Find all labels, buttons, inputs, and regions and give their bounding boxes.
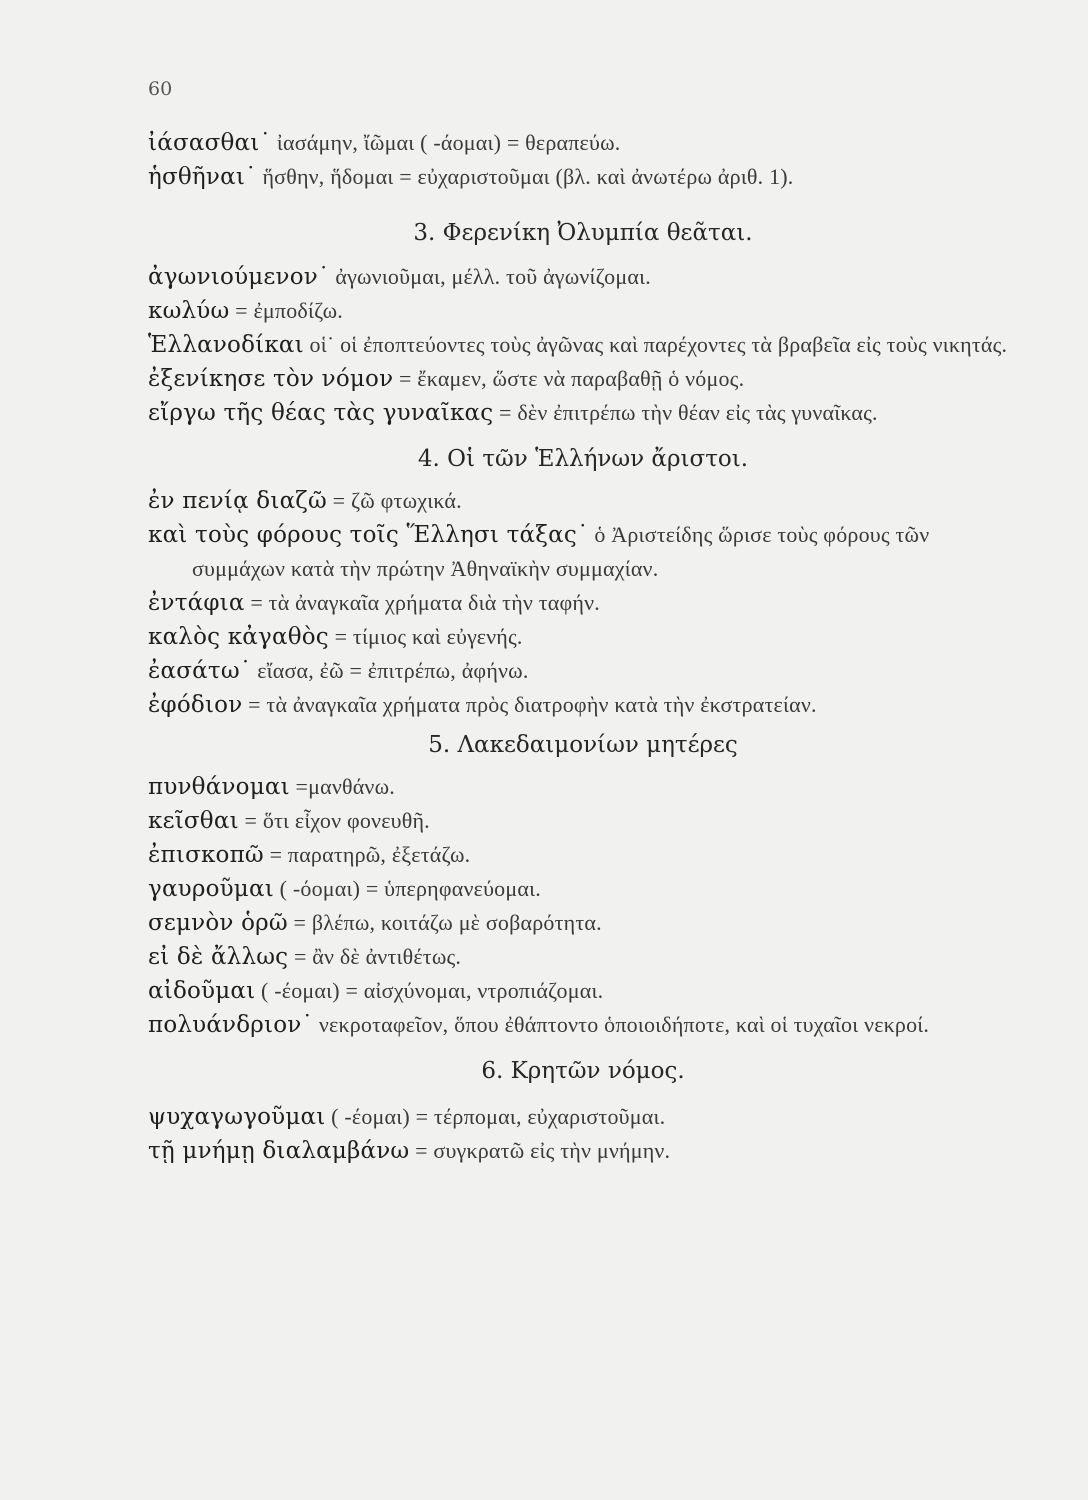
entry (148, 804, 1018, 838)
term: ἀγωνιούμενον˙ (148, 264, 330, 290)
definition: ἰασάμην, ἴῶμαι ( -άομαι) = θεραπεύω. (271, 130, 621, 155)
term: εἰ δὲ ἄλλως (148, 944, 289, 970)
definition: = συγκρατῶ εἰς τὴν μνήμην. (409, 1138, 671, 1163)
section-heading-4: 4. Οἱ τῶν Ἑλλήνων ἄριστοι. (417, 446, 749, 472)
definition: = τὰ ἀναγκαῖα χρήματα πρὸς διατροφὴν κατὰ τὴν ἐκστρατείαν. (242, 692, 817, 717)
section-heading-6: 6. Κρητῶν νόμος. (481, 1058, 685, 1084)
section-heading-5: 5. Λακεδαιμονίων μητέρες (428, 732, 738, 758)
entry (148, 872, 1018, 906)
term: Ἑλλανοδίκαι (148, 332, 304, 358)
entry (148, 940, 1018, 974)
entry (148, 838, 1018, 872)
entry (148, 688, 1018, 722)
term: πολυάνδριον˙ (148, 1012, 314, 1038)
definition: = ζῶ φτωχικά. (326, 488, 462, 513)
entry-isthenai (148, 160, 1018, 194)
definition: οἱ˙ οἱ ἐποπτεύοντες τοὺς ἀγῶνας καὶ παρέχοντες τὰ βραβεῖα εἰς τοὺς νικητάς. (303, 332, 1008, 357)
definition: εἴασα, ἐῶ = ἐπιτρέπω, ἀφήνω. (251, 658, 529, 683)
term: κεῖσθαι (148, 808, 239, 834)
entry (148, 620, 1018, 654)
entry (148, 518, 1018, 586)
term: πυνθάνομαι (148, 774, 290, 800)
term: αἰδοῦμαι (148, 978, 256, 1004)
term: γαυροῦμαι (148, 876, 274, 902)
entry (148, 396, 1018, 430)
entry (148, 654, 1018, 688)
definition: ἥσθην, ἥδομαι = εὐχαριστοῦμαι (βλ. καὶ ἀνωτέρω ἀριθ. 1). (256, 164, 794, 189)
definition: ὁ Ἀριστείδης ὥρισε τοὺς φόρους τῶν συμμάχων κατὰ τὴν πρώτην Ἀθηναϊκὴν συμμαχίαν. (192, 522, 930, 581)
entry (148, 294, 1018, 328)
term: ἡσθῆναι˙ (148, 164, 257, 190)
definition: νεκροταφεῖον, ὅπου ἐθάπτοντο ὁποιοιδήποτε, καὶ οἱ τυχαῖοι νεκροί. (313, 1012, 930, 1037)
entry (148, 586, 1018, 620)
term: καλὸς κἀγαθὸς (148, 624, 329, 650)
definition: = παρατηρῶ, ἐξετάζω. (263, 842, 471, 867)
entry-iasasthai (148, 126, 1018, 160)
entry (148, 974, 1018, 1008)
definition: = βλέπω, κοιτάζω μὲ σοβαρότητα. (287, 910, 602, 935)
entry (148, 328, 1018, 362)
entry (148, 906, 1018, 940)
entry (148, 1134, 1018, 1168)
definition: =μανθάνω. (289, 774, 395, 799)
term: σεμνὸν ὁρῶ (148, 910, 288, 936)
definition: ἀγωνιοῦμαι, μέλλ. τοῦ ἀγωνίζομαι. (329, 264, 651, 289)
entry (148, 362, 1018, 396)
definition: = ὅτι εἶχον φονευθῆ. (238, 808, 430, 833)
definition: = ἔκαμεν, ὥστε νὰ παραβαθῇ ὁ νόμος. (393, 366, 745, 391)
term: ψυχαγωγοῦμαι (148, 1104, 326, 1130)
term: ἐξενίκησε τὸν νόμον (148, 366, 394, 392)
definition: ( -έομαι) = τέρπομαι, εὐχαριστοῦμαι. (325, 1104, 666, 1129)
definition: = δὲν ἐπιτρέπω τὴν θέαν εἰς τὰς γυναῖκας. (493, 400, 878, 425)
term: ἰάσασθαι˙ (148, 130, 272, 156)
definition: ( -όομαι) = ὑπερηφανεύομαι. (273, 876, 541, 901)
term: ἐασάτω˙ (148, 658, 252, 684)
term: ἐντάφια (148, 590, 245, 616)
term: ἐν πενίᾳ διαζῶ (148, 488, 327, 514)
definition: = ἂν δὲ ἀντιθέτως. (288, 944, 462, 969)
glossary-content (148, 126, 1018, 1168)
term: κωλύω (148, 298, 230, 324)
term: τῇ μνήμῃ διαλαμβάνω (148, 1138, 410, 1164)
definition: ( -έομαι) = αἰσχύνομαι, ντροπιάζομαι. (255, 978, 604, 1003)
section-heading-3: 3. Φερενίκη Ὀλυμπία θεᾶται. (413, 220, 753, 246)
term: καὶ τοὺς φόρους τοῖς Ἕλλησι τάξας˙ (148, 522, 589, 548)
definition: = τίμιος καὶ εὐγενής. (328, 624, 523, 649)
entry (148, 260, 1018, 294)
term: εἴργω τῆς θέας τὰς γυναῖκας (148, 400, 494, 426)
page-number: 60 (148, 78, 173, 100)
entry (148, 484, 1018, 518)
definition: = ἐμποδίζω. (229, 298, 343, 323)
entry (148, 1008, 1018, 1042)
entry (148, 770, 1018, 804)
term: ἐπισκοπῶ (148, 842, 264, 868)
term: ἐφόδιον (148, 692, 243, 718)
entry (148, 1100, 1018, 1134)
definition: = τὰ ἀναγκαῖα χρήματα διὰ τὴν ταφήν. (244, 590, 600, 615)
